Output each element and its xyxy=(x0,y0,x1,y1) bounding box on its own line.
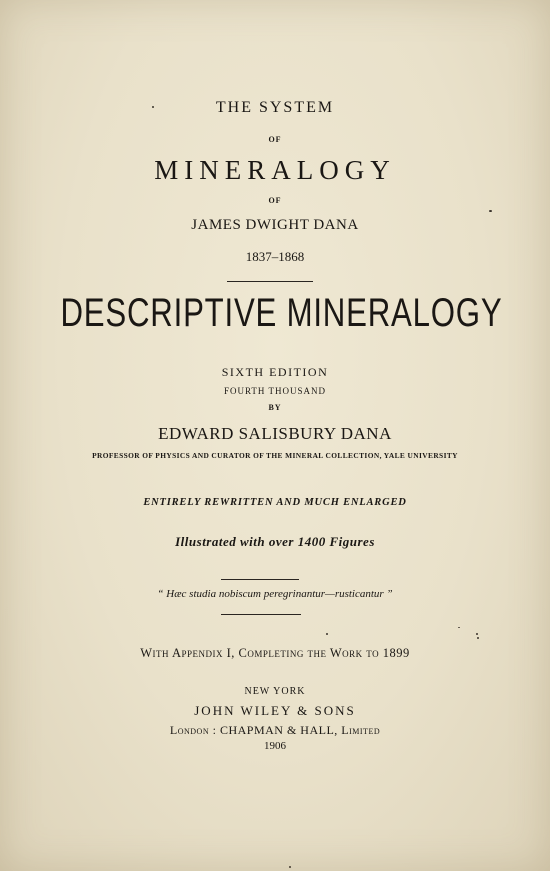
publisher-city: NEW YORK xyxy=(244,686,306,697)
of-connector-1: OF xyxy=(268,135,282,144)
paper-speck xyxy=(289,866,291,868)
rewritten-note: ENTIRELY REWRITTEN AND MUCH ENLARGED xyxy=(143,497,407,508)
divider-rule-1 xyxy=(227,281,313,282)
editor-name: EDWARD SALISBURY DANA xyxy=(158,424,392,443)
paper-speck xyxy=(476,633,478,635)
paper-speck xyxy=(477,637,479,639)
divider-rule-2 xyxy=(221,579,299,580)
of-connector-2: OF xyxy=(268,196,282,205)
author-years: 1837–1868 xyxy=(245,249,305,264)
by-label: BY xyxy=(268,403,282,412)
main-title: DESCRIPTIVE MINERALOGY xyxy=(60,291,503,335)
printing-label: FOURTH THOUSAND xyxy=(223,386,327,396)
paper-speck xyxy=(326,633,328,635)
system-title: THE SYSTEM xyxy=(215,99,335,116)
publisher-name: JOHN WILEY & SONS xyxy=(194,703,356,718)
appendix-note: With Appendix I, Completing the Work to 1899 xyxy=(140,646,410,660)
author-name: JAMES DWIGHT DANA xyxy=(191,217,359,233)
publication-year: 1906 xyxy=(264,740,286,752)
latin-motto: “ Hæc studia nobiscum peregrinantur—rusticantur ” xyxy=(157,588,393,600)
edition-label: SIXTH EDITION xyxy=(221,365,329,379)
london-publisher: London : CHAPMAN & HALL, Limited xyxy=(169,723,381,737)
paper-speck xyxy=(489,210,492,212)
illustrated-note: Illustrated with over 1400 Figures xyxy=(175,534,375,549)
editor-position: PROFESSOR OF PHYSICS AND CURATOR OF THE MINERAL COLLECTION, YALE UNIVERSITY xyxy=(92,451,458,460)
paper-speck xyxy=(458,627,460,628)
divider-rule-3 xyxy=(221,614,301,615)
mineralogy-title: MINERALOGY xyxy=(154,155,396,185)
paper-speck xyxy=(152,106,154,108)
